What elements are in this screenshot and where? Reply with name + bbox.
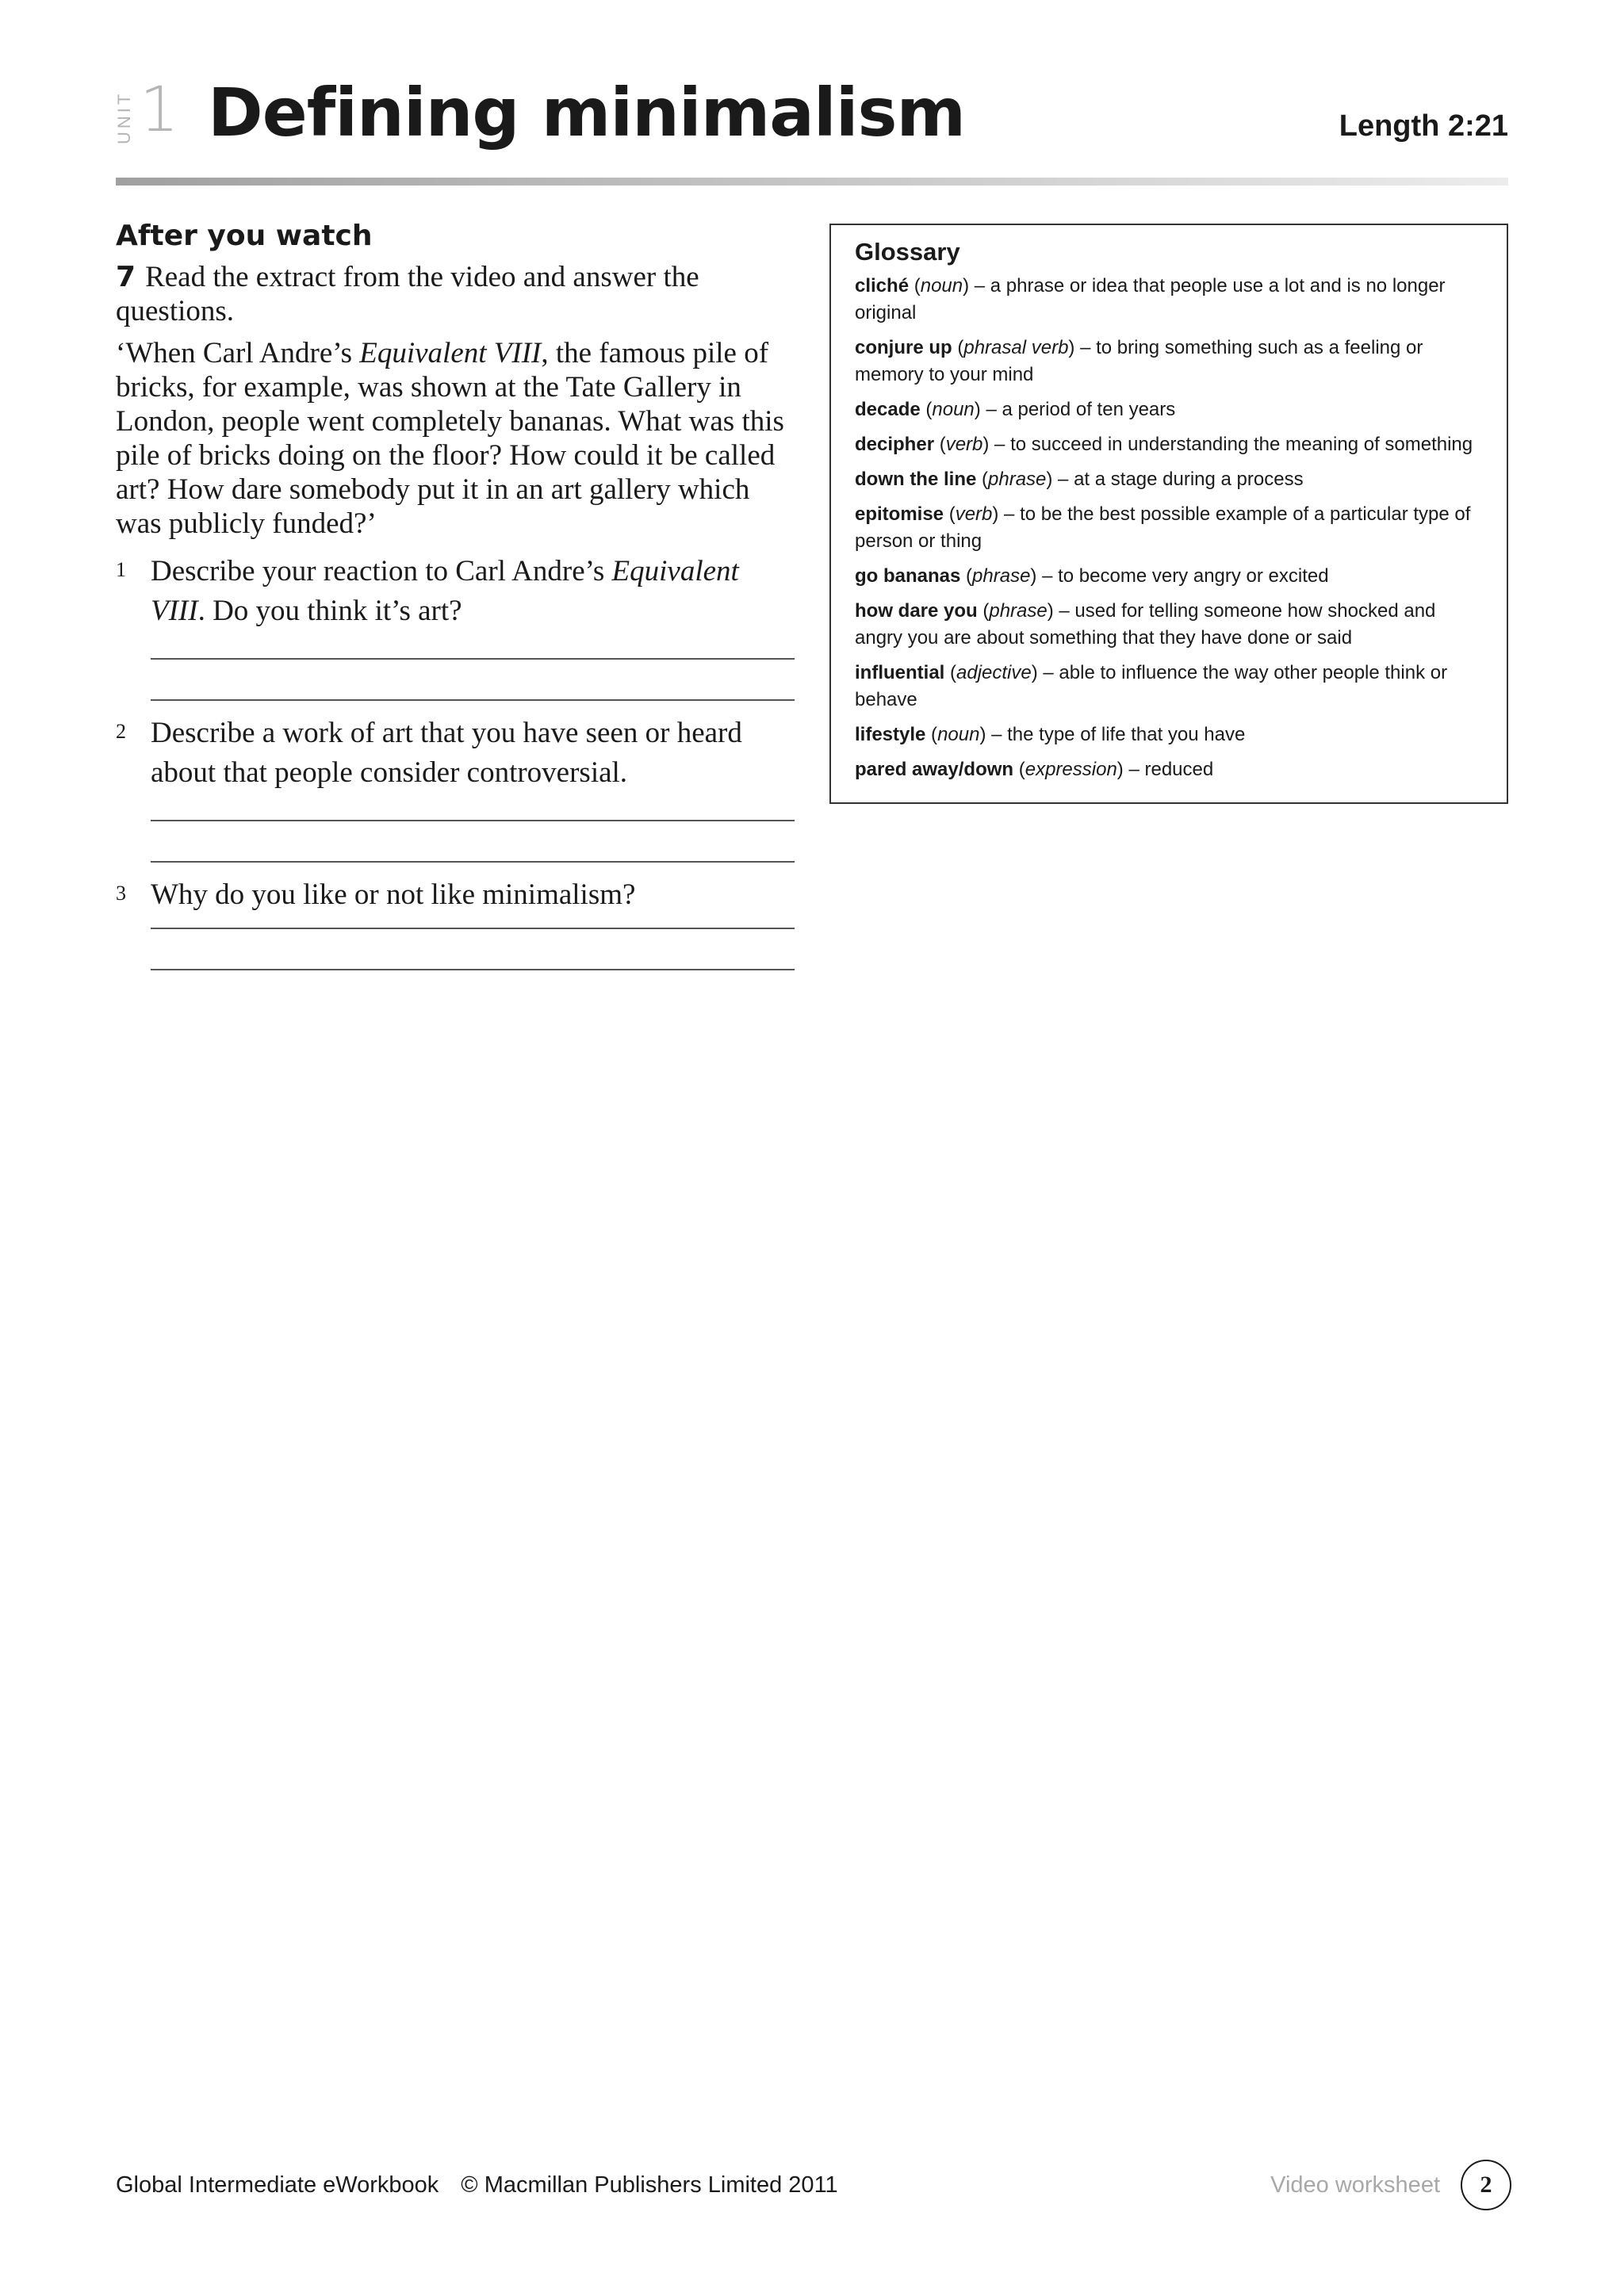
extract-text: ‘When Carl Andre’s — [116, 337, 360, 369]
glossary-term: lifestyle — [855, 724, 926, 745]
question-text-part: Describe your reaction to Carl Andre’s — [151, 555, 612, 587]
page-number: 2 — [1461, 2160, 1511, 2210]
glossary-part-of-speech: noun — [920, 275, 963, 297]
video-length: Length 2:21 — [1339, 109, 1508, 143]
glossary-list — [855, 273, 1484, 783]
answer-line[interactable] — [151, 928, 795, 929]
question-text: Describe a work of art that you have seen or heard about that people consider controversial. — [151, 717, 742, 789]
glossary-entry: go bananas (phrase) – to become very angry or excited — [855, 565, 1329, 587]
glossary-part-of-speech: expression — [1025, 759, 1117, 780]
glossary-entry: influential (adjective) – able to influence the way other people think or behave — [855, 662, 1448, 710]
glossary-title: Glossary — [855, 238, 960, 266]
copyright-notice: © Macmillan Publishers Limited 2011 — [461, 2172, 838, 2198]
question-1 — [116, 552, 795, 631]
question-work-title: Equivalent VIII — [151, 555, 739, 627]
book-title: Global Intermediate eWorkbook — [116, 2172, 439, 2198]
glossary-definition: – a phrase or idea that people use a lot and is no longer original — [855, 275, 1446, 323]
glossary-part-of-speech: adjective — [956, 662, 1032, 683]
task-number: 7 — [116, 261, 136, 293]
glossary-definition: – used for telling someone how shocked and angry you are about something that they have done or said — [855, 600, 1436, 649]
glossary-definition: – at a stage during a process — [1052, 469, 1304, 490]
glossary-part-of-speech: noun — [932, 399, 975, 420]
answer-line[interactable] — [151, 820, 795, 821]
question-3 — [116, 875, 795, 915]
glossary-term: epitomise — [855, 503, 944, 525]
answer-line[interactable] — [151, 699, 795, 701]
glossary-definition: – reduced — [1123, 759, 1214, 780]
glossary-entry: epitomise (verb) – to be the best possible example of a particular type of person or thing — [855, 503, 1471, 552]
glossary-definition: – to be the best possible example of a particular type of person or thing — [855, 503, 1471, 552]
glossary-box — [829, 224, 1508, 804]
extract-text: , the famous pile of bricks, for example, was shown at the Tate Gallery in London, people went completely bananas. What was this pile of bricks doing on the floor? How could it be called art? How dare somebody put it in an art gallery which was publicly funded?’ — [116, 337, 784, 540]
glossary-entry: decipher (verb) – to succeed in understanding the meaning of something — [855, 434, 1473, 455]
question-number: 3 — [116, 882, 126, 905]
glossary-term: go bananas — [855, 565, 961, 587]
glossary-definition: – able to influence the way other people think or behave — [855, 662, 1448, 710]
glossary-term: pared away/down — [855, 759, 1014, 780]
glossary-definition: – the type of life that you have — [986, 724, 1246, 745]
worksheet-section — [116, 219, 795, 970]
question-text-part: . Do you think it’s art? — [197, 595, 462, 627]
glossary-entry: how dare you (phrase) – used for telling someone how shocked and angry you are about something that they have done or said — [855, 600, 1436, 649]
glossary-part-of-speech: phrase — [972, 565, 1031, 587]
glossary-term: down the line — [855, 469, 977, 490]
answer-line[interactable] — [151, 969, 795, 970]
glossary-part-of-speech: verb — [955, 503, 993, 525]
section-label: Video worksheet — [1270, 2172, 1440, 2198]
glossary-definition: – to become very angry or excited — [1036, 565, 1329, 587]
glossary-part-of-speech: phrase — [988, 469, 1047, 490]
glossary-definition: – to bring something such as a feeling or memory to your mind — [855, 337, 1423, 385]
question-number: 2 — [116, 720, 126, 743]
glossary-definition: – a period of ten years — [980, 399, 1176, 420]
extract-work-title: Equivalent VIII — [359, 337, 542, 369]
task-instruction — [116, 260, 795, 328]
glossary-term: how dare you — [855, 600, 978, 622]
glossary-part-of-speech: phrasal verb — [963, 337, 1069, 358]
task-instruction-text: Read the extract from the video and answer the questions. — [116, 261, 699, 327]
glossary-term: influential — [855, 662, 945, 683]
glossary-definition: – to succeed in understanding the meaning of something — [989, 434, 1473, 455]
glossary-term: decipher — [855, 434, 935, 455]
glossary-entry: pared away/down (expression) – reduced — [855, 759, 1214, 780]
answer-line[interactable] — [151, 861, 795, 863]
unit-number: 1 — [140, 75, 179, 146]
glossary-term: conjure up — [855, 337, 952, 358]
glossary-part-of-speech: verb — [945, 434, 983, 455]
question-2 — [116, 714, 795, 793]
question-text — [151, 552, 795, 631]
glossary-entry: conjure up (phrasal verb) – to bring something such as a feeling or memory to your mind — [855, 337, 1423, 385]
glossary-part-of-speech: phrase — [989, 600, 1048, 622]
glossary-entry: down the line (phrase) – at a stage during a process — [855, 469, 1304, 490]
glossary-entry: decade (noun) – a period of ten years — [855, 399, 1176, 420]
video-extract — [116, 336, 795, 541]
glossary-term: decade — [855, 399, 921, 420]
question-text: Why do you like or not like minimalism? — [151, 878, 636, 911]
header-rule — [116, 178, 1508, 186]
answer-line[interactable] — [151, 658, 795, 660]
question-number: 1 — [116, 558, 126, 581]
glossary-entry: lifestyle (noun) – the type of life that you have — [855, 724, 1246, 745]
glossary-part-of-speech: noun — [937, 724, 980, 745]
section-heading: After you watch — [116, 220, 373, 252]
glossary-term: cliché — [855, 275, 910, 297]
footer-credits — [116, 2172, 838, 2198]
page-title: Defining minimalism — [208, 74, 966, 151]
unit-label: UNIT — [114, 90, 134, 144]
glossary-entry: cliché (noun) – a phrase or idea that people use a lot and is no longer original — [855, 275, 1446, 323]
